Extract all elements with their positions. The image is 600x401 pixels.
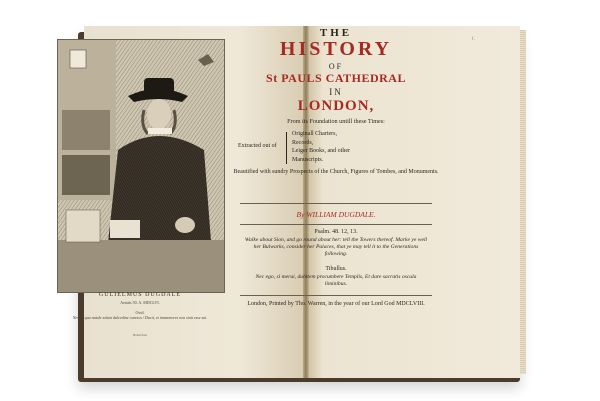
tibullus-ref: Tibullus. [325, 266, 347, 272]
tibullus-text: Nec ego, si merui, dubitem procumbere Templis, Et dare sacratis oscula liminibus. [255, 274, 417, 287]
rule [240, 203, 432, 204]
brace [286, 132, 290, 164]
rule [240, 295, 432, 296]
psalm-text: Walke about Sion, and go round about her: tell the Towers thereof. Marke ye well her Bulwarks, consider her Palaces, that ye may tell it to the Generations following. [244, 237, 428, 257]
title-st-pauls: St PAULS CATHEDRAL [266, 71, 406, 85]
title-beautified: Beautified with sundry Prospects of the Church, Figures of Tombes, and Monuments. [233, 169, 439, 175]
source-item: Records, [292, 139, 314, 146]
verse-text: Nescio qua natale solum dulcedine cunctos / Ducit, et immemores non sinit esse sui. [72, 315, 208, 320]
portrait-subcaption: Aetatis 50. A. MDCLVI. [120, 300, 160, 305]
pencil-note: f. [471, 36, 476, 43]
title-from: From its Foundation untill these Times: [287, 118, 385, 125]
title-history: HISTORY [279, 38, 393, 60]
portrait-verse [64, 310, 216, 320]
imprint: London, Printed by Tho. Warren, in the year of our Lord God MDCLVIII. [247, 301, 425, 307]
source-item: Manuscripts. [292, 156, 324, 163]
title-the: THE [319, 27, 353, 39]
source-item: Originall Charters, [292, 131, 337, 137]
title-of: OF [328, 62, 344, 71]
extracted-sources [238, 130, 438, 166]
engraver-credit: Hollar fecit [133, 333, 147, 337]
verse-title: Ovid. [135, 310, 145, 315]
title-in: IN [329, 87, 343, 97]
portrait-caption: GULIELMUS DUGDALE [98, 292, 182, 298]
author-line: By WILLIAM DUGDALE. [296, 210, 376, 219]
extracted-label: Extracted out of [238, 143, 277, 149]
rule [240, 224, 432, 225]
frontispiece-portrait [57, 39, 225, 293]
title-london: LONDON, [297, 98, 375, 114]
psalm-ref: Psalm. 48. 12, 13. [314, 229, 358, 235]
source-item: Leiger Books, and other [292, 148, 350, 154]
